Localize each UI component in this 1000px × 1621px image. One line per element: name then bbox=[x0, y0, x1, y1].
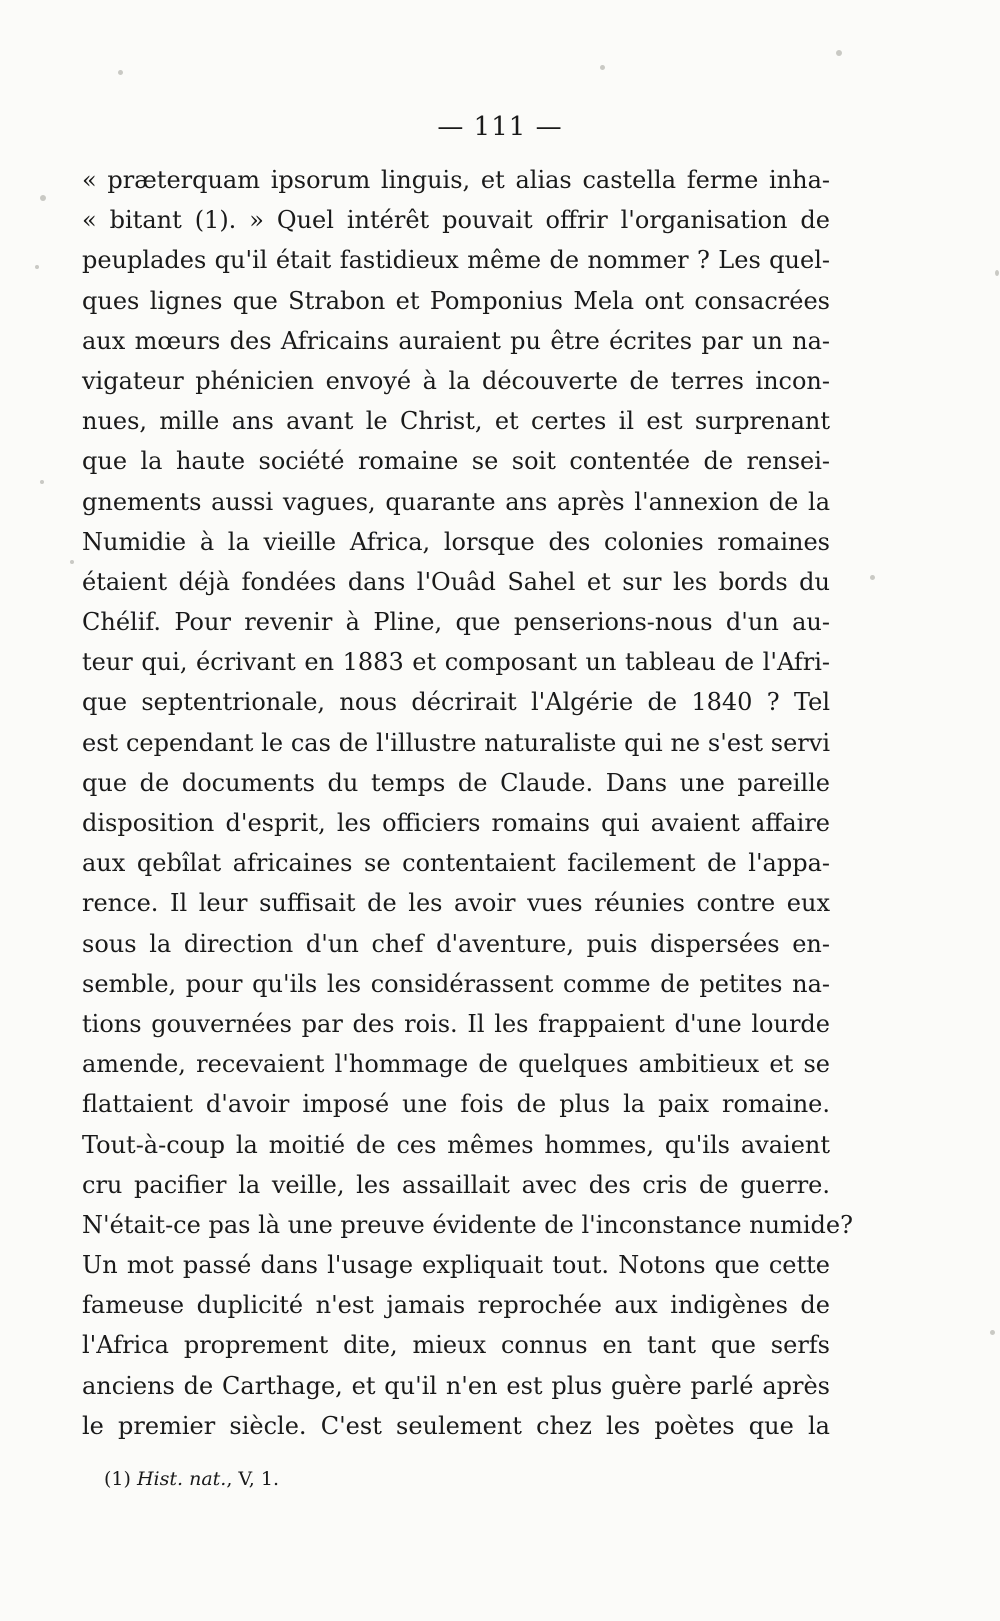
text-line: que septentrionale, nous décrirait l'Algérie de 1840 ? Tel bbox=[82, 688, 830, 717]
paper-speck bbox=[990, 1330, 995, 1335]
text-line: vigateur phénicien envoyé à la découverte de terres incon- bbox=[82, 366, 830, 395]
text-line: amende, recevaient l'hommage de quelques ambitieux et se bbox=[82, 1050, 830, 1079]
text-line: rence. Il leur suffisait de les avoir vues réunies contre eux bbox=[82, 889, 830, 918]
text-line: ques lignes que Strabon et Pomponius Mela ont consacrées bbox=[82, 286, 830, 315]
footnote-reference: , V, 1. bbox=[226, 1468, 280, 1490]
text-line: semble, pour qu'ils les considérassent comme de petites na- bbox=[82, 969, 830, 998]
paper-speck bbox=[70, 560, 74, 564]
text-line: Numidie à la vieille Africa, lorsque des colonies romaines bbox=[82, 527, 830, 556]
text-line: cru pacifier la veille, les assaillait avec des cris de guerre. bbox=[82, 1170, 830, 1199]
text-line: fameuse duplicité n'est jamais reprochée aux indigènes de bbox=[82, 1291, 830, 1320]
text-line: est cependant le cas de l'illustre naturaliste qui ne s'est servi bbox=[82, 728, 830, 757]
paper-speck bbox=[40, 195, 46, 201]
text-line: tions gouvernées par des rois. Il les frappaient d'une lourde bbox=[82, 1009, 830, 1038]
text-line: « bitant (1). » Quel intérêt pouvait offrir l'organisation de bbox=[82, 206, 830, 235]
text-line: Un mot passé dans l'usage expliquait tout. Notons que cette bbox=[82, 1251, 830, 1280]
text-line: que de documents du temps de Claude. Dans une pareille bbox=[82, 768, 830, 797]
paper-speck bbox=[40, 480, 44, 484]
text-line: Chélif. Pour revenir à Pline, que penserions-nous d'un au- bbox=[82, 608, 830, 637]
text-line: flattaient d'avoir imposé une fois de plus la paix romaine. bbox=[82, 1090, 830, 1119]
paper-speck bbox=[836, 50, 842, 56]
text-line: Tout-à-coup la moitié de ces mêmes hommes, qu'ils avaient bbox=[82, 1130, 830, 1159]
text-line: aux mœurs des Africains auraient pu être écrites par un na- bbox=[82, 326, 830, 355]
footnote-marker: (1) bbox=[104, 1468, 131, 1490]
paper-speck bbox=[118, 70, 123, 75]
paper-speck bbox=[870, 575, 875, 580]
text-line: nues, mille ans avant le Christ, et certes il est surprenant bbox=[82, 407, 830, 436]
paper-speck bbox=[995, 270, 999, 276]
text-line: anciens de Carthage, et qu'il n'en est plus guère parlé après bbox=[82, 1371, 830, 1400]
text-line: « præterquam ipsorum linguis, et alias castella ferme inha- bbox=[82, 166, 830, 194]
text-line: aux qebîlat africaines se contentaient facilement de l'appa- bbox=[82, 849, 830, 878]
text-line: l'Africa proprement dite, mieux connus en tant que serfs bbox=[82, 1331, 830, 1360]
text-line: teur qui, écrivant en 1883 et composant un tableau de l'Afri- bbox=[82, 648, 830, 677]
text-line: peuplades qu'il était fastidieux même de nommer ? Les quel- bbox=[82, 246, 830, 275]
text-line: disposition d'esprit, les officiers romains qui avaient affaire bbox=[82, 809, 830, 837]
text-line: sous la direction d'un chef d'aventure, puis dispersées en- bbox=[82, 929, 830, 958]
page-number: — 111 — bbox=[437, 112, 563, 142]
paper-speck bbox=[600, 65, 605, 70]
footnote bbox=[104, 1468, 279, 1490]
text-line: gnements aussi vagues, quarante ans après l'annexion de la bbox=[82, 487, 830, 516]
text-line: que la haute société romaine se soit contentée de rensei- bbox=[82, 447, 830, 476]
footnote-title: Hist. nat. bbox=[136, 1468, 227, 1490]
text-line: étaient déjà fondées dans l'Ouâd Sahel et sur les bords du bbox=[82, 567, 830, 596]
body-text bbox=[82, 160, 853, 1446]
paper-speck bbox=[35, 265, 39, 269]
text-line: le premier siècle. C'est seulement chez les poètes que la bbox=[82, 1411, 830, 1440]
text-line: N'était-ce pas là une preuve évidente de l'inconstance numide? bbox=[82, 1210, 853, 1239]
